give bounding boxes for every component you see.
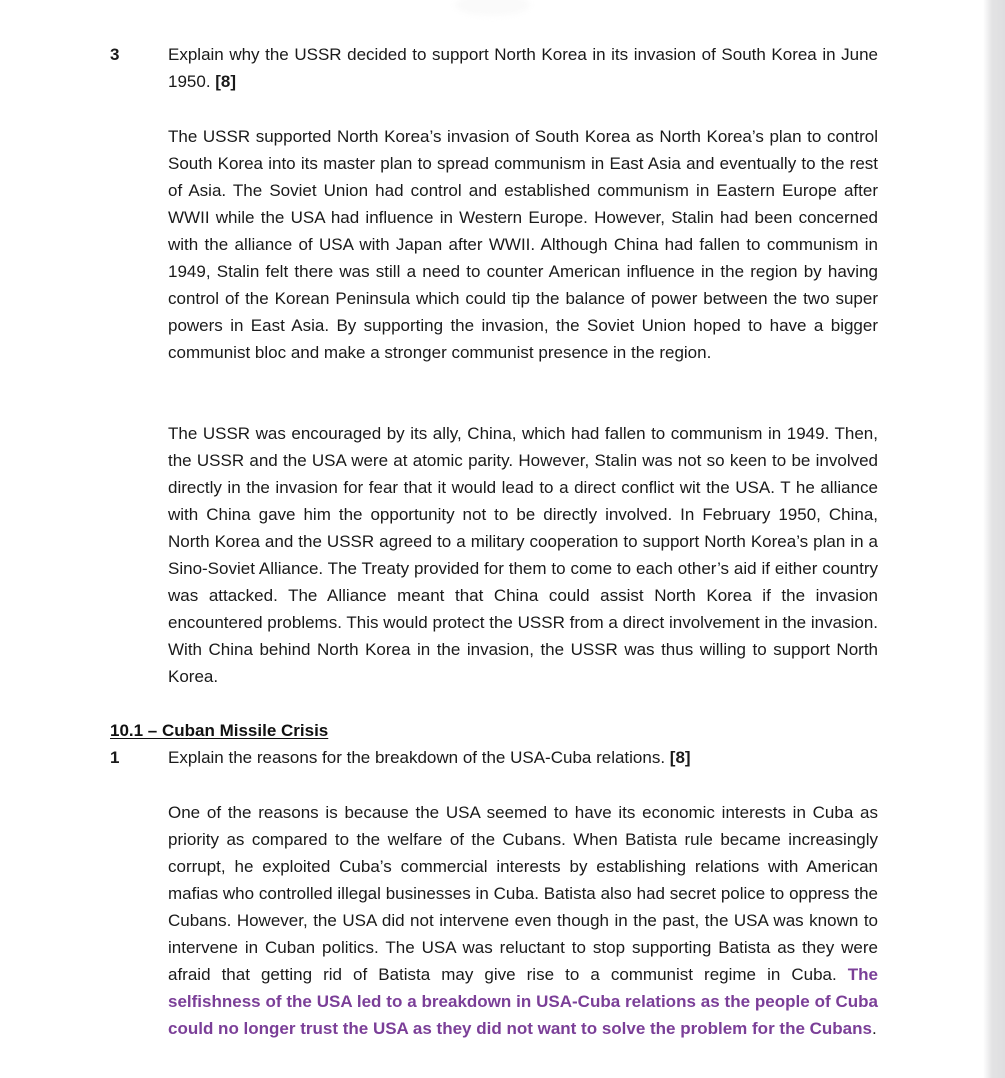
question-3-row xyxy=(110,41,878,95)
question-3-marks: [8] xyxy=(215,72,237,91)
question-3-prompt xyxy=(168,41,878,95)
section-heading xyxy=(110,717,328,744)
section-heading-text: 10.1 – Cuban Missile Crisis xyxy=(110,721,329,740)
question-3-number: 3 xyxy=(110,45,120,64)
section-question-1-number: 1 xyxy=(110,748,120,767)
question-3-answer-paragraph-1: The USSR supported North Korea’s invasion of South Korea as North Korea’s plan to control South Korea into its master plan to spread communism in East Asia and eventually to the rest of Asia. The Soviet Union had control and established communism in Eastern Europe after WWII while the USA had influence in Western Europe. However, Stalin had been concerned with the alliance of USA with Japan after WWII. Although China had fallen to communism in 1949, Stalin felt there was still a need to counter American influence in the region by having control of the Korean Peninsula which could tip the balance of power between the two super powers in East Asia. By supporting the invasion, the Soviet Union hoped to have a bigger communist bloc and make a stronger communist presence in the region. xyxy=(168,127,878,362)
answer-trailing-text: . xyxy=(871,1019,877,1038)
section-question-1-row xyxy=(110,744,878,771)
answer-highlighted-text: The selfishness of the USA led to a breakdown in USA-Cuba relations as the people of Cuba could no longer trust the USA as they did not want to solve the problem for the Cubans xyxy=(168,965,878,1038)
page-edge-shadow xyxy=(983,0,1005,1078)
section-question-1-prompt-text: Explain the reasons for the breakdown of the USA-Cuba relations. xyxy=(168,748,670,767)
section-question-1-marks: [8] xyxy=(669,748,691,767)
section-question-1-answer xyxy=(168,799,878,1042)
question-3-answer-paragraph-2: The USSR was encouraged by its ally, China, which had fallen to communism in 1949. Then, the USSR and the USA were at atomic parity. However, Stalin was not so keen to be involved directly in the invasion for fear that it would lead to a direct conflict wit the USA. T he alliance with China gave him the opportunity not to be directly involved. In February 1950, China, North Korea and the USSR agreed to a military cooperation to support North Korea’s plan in a Sino-Soviet Alliance. The Treaty provided for them to come to each other’s aid if either country was attacked. The Alliance meant that China could assist North Korea if the invasion encountered problems. This would protect the USSR from a direct involvement in the invasion. With China behind North Korea in the invasion, the USSR was thus willing to support North Korea. xyxy=(168,424,878,686)
section-question-1-prompt xyxy=(168,744,878,771)
question-3-prompt-text: Explain why the USSR decided to support North Korea in its invasion of South Korea in June 1950. xyxy=(168,45,878,91)
answer-plain-text: One of the reasons is because the USA seemed to have its economic interests in Cuba as priority as compared to the welfare of the Cubans. When Batista rule became increasingly corrupt, he exploited Cuba’s commercial interests by establishing relations with American mafias who controlled illegal businesses in Cuba. Batista also had secret police to oppress the Cubans. However, the USA did not intervene even though in the past, the USA was known to intervene in Cuban politics. The USA was reluctant to stop supporting Batista as they were afraid that getting rid of Batista may give rise to a communist regime in Cuba. xyxy=(168,803,878,984)
